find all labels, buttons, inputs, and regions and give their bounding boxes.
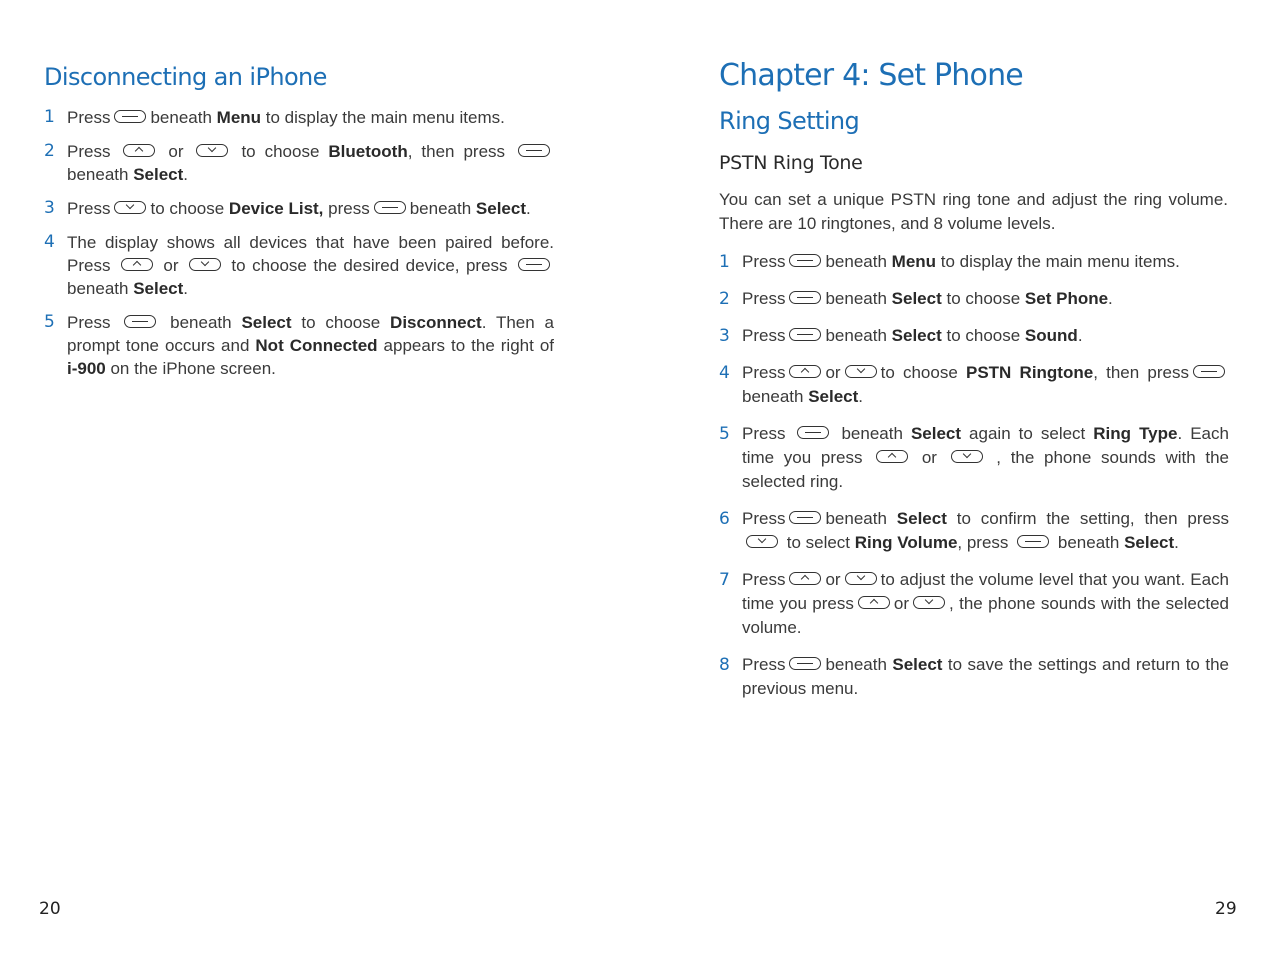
step-text: to confirm the setting, then press bbox=[946, 509, 1229, 528]
step-text: , then press bbox=[407, 142, 514, 161]
step-text: Press bbox=[742, 655, 786, 674]
step-item bbox=[44, 106, 554, 129]
step-text: beneath bbox=[160, 313, 242, 332]
step-text: or bbox=[156, 256, 185, 275]
step-number: 7 bbox=[719, 570, 730, 590]
step-text: appears to the right of bbox=[377, 336, 555, 355]
step-text: The display shows all devices that have been paired before. Press bbox=[67, 233, 554, 275]
step-item bbox=[719, 250, 1229, 274]
step-number: 4 bbox=[44, 232, 55, 252]
up-key-icon bbox=[121, 258, 153, 271]
menu-key-icon bbox=[1193, 365, 1225, 378]
step-text: beneath bbox=[742, 387, 809, 406]
bold-term: Select bbox=[1124, 533, 1175, 552]
bold-term: Ring Volume bbox=[854, 533, 958, 552]
step-number: 4 bbox=[719, 363, 730, 383]
bold-term: Select bbox=[808, 387, 859, 406]
menu-key-icon bbox=[789, 657, 821, 670]
step-text: Press bbox=[742, 289, 786, 308]
bold-term: Select bbox=[241, 313, 292, 332]
menu-key-icon bbox=[114, 110, 146, 123]
step-number: 2 bbox=[719, 289, 730, 309]
bold-term: Menu bbox=[216, 108, 262, 127]
step-text: press bbox=[323, 199, 370, 218]
step-text: . Each time you press bbox=[742, 424, 1229, 467]
step-text: Press bbox=[67, 313, 121, 332]
section-heading: Disconnecting an iPhone bbox=[44, 63, 327, 91]
page-number-left: 20 bbox=[39, 899, 61, 919]
bold-term: Not Connected bbox=[255, 336, 378, 355]
left-page bbox=[44, 0, 554, 954]
step-text: Press bbox=[742, 252, 786, 271]
step-text: beneath bbox=[825, 509, 897, 528]
menu-key-icon bbox=[789, 328, 821, 341]
step-text: . Then a prompt tone occurs and bbox=[67, 313, 554, 355]
step-text: or bbox=[159, 142, 193, 161]
step-text: Press bbox=[742, 509, 786, 528]
menu-key-icon bbox=[1017, 535, 1049, 548]
bold-term: Select bbox=[896, 509, 947, 528]
step-text: beneath bbox=[150, 108, 217, 127]
step-number: 1 bbox=[44, 107, 55, 127]
step-item bbox=[719, 507, 1229, 555]
bold-term: Device List, bbox=[228, 199, 324, 218]
bold-term: Select bbox=[892, 655, 943, 674]
step-text: or bbox=[825, 570, 841, 589]
step-number: 2 bbox=[44, 141, 55, 161]
step-number: 8 bbox=[719, 655, 730, 675]
bold-term: Select bbox=[475, 199, 526, 218]
bold-term: Disconnect bbox=[390, 313, 482, 332]
step-text: or bbox=[912, 448, 947, 467]
bold-term: Select bbox=[133, 279, 184, 298]
step-text: beneath bbox=[825, 326, 892, 345]
step-text: to choose bbox=[941, 326, 1025, 345]
step-text: . bbox=[526, 199, 531, 218]
step-text: again to select bbox=[961, 424, 1094, 443]
step-text: to select bbox=[782, 533, 855, 552]
down-key-icon bbox=[189, 258, 221, 271]
chapter-title: Chapter 4: Set Phone bbox=[719, 58, 1023, 93]
step-number: 3 bbox=[719, 326, 730, 346]
step-text: beneath bbox=[825, 289, 892, 308]
step-item bbox=[719, 361, 1229, 409]
step-item bbox=[719, 287, 1229, 311]
down-key-icon bbox=[951, 450, 983, 463]
step-text: to adjust the volume level that you want. Each time you press bbox=[742, 570, 1229, 613]
up-key-icon bbox=[858, 596, 890, 609]
bold-term: Select bbox=[891, 326, 942, 345]
step-item bbox=[44, 311, 554, 380]
bold-term: Ring Type bbox=[1093, 424, 1178, 443]
step-text: , the phone sounds with the selected volume. bbox=[742, 594, 1230, 637]
step-item bbox=[44, 140, 554, 186]
bold-term: Bluetooth bbox=[328, 142, 408, 161]
up-key-icon bbox=[789, 365, 821, 378]
menu-key-icon bbox=[797, 426, 829, 439]
menu-key-icon bbox=[789, 254, 821, 267]
step-text: to choose bbox=[941, 289, 1025, 308]
step-text: , press bbox=[957, 533, 1014, 552]
step-text: beneath bbox=[1053, 533, 1125, 552]
bold-term: Select bbox=[891, 289, 942, 308]
down-key-icon bbox=[845, 572, 877, 585]
right-page bbox=[719, 0, 1229, 954]
step-item bbox=[719, 422, 1229, 494]
step-text: on the iPhone screen. bbox=[105, 359, 276, 378]
bold-term: Sound bbox=[1024, 326, 1078, 345]
down-key-icon bbox=[845, 365, 877, 378]
step-text: beneath bbox=[825, 655, 893, 674]
step-text: , the phone sounds with the selected ring. bbox=[742, 448, 1230, 491]
step-text: Press bbox=[67, 142, 120, 161]
step-number: 3 bbox=[44, 198, 55, 218]
page-number-right: 29 bbox=[1215, 899, 1237, 919]
subsection-heading: PSTN Ring Tone bbox=[719, 152, 863, 174]
step-text: . bbox=[183, 165, 189, 184]
step-text: to display the main menu items. bbox=[261, 108, 505, 127]
step-text: beneath bbox=[833, 424, 911, 443]
up-key-icon bbox=[123, 144, 155, 157]
step-text: Press bbox=[742, 424, 794, 443]
menu-key-icon bbox=[789, 511, 821, 524]
step-text: Press bbox=[67, 199, 111, 218]
menu-key-icon bbox=[374, 201, 406, 214]
intro-paragraph: You can set a unique PSTN ring tone and adjust the ring volume. There are 10 ringtones, and 8 volume levels. bbox=[719, 190, 1228, 233]
step-text: Press bbox=[67, 108, 111, 127]
bold-term: Menu bbox=[891, 252, 937, 271]
step-number: 6 bbox=[719, 509, 730, 529]
down-key-icon bbox=[114, 201, 146, 214]
step-item bbox=[719, 653, 1229, 701]
menu-key-icon bbox=[789, 291, 821, 304]
step-text: or bbox=[825, 363, 841, 382]
step-item bbox=[44, 231, 554, 300]
step-number: 5 bbox=[719, 424, 730, 444]
step-text: to choose bbox=[150, 199, 229, 218]
step-text: . bbox=[1108, 289, 1113, 308]
up-key-icon bbox=[789, 572, 821, 585]
step-text: Press bbox=[742, 326, 786, 345]
step-number: 1 bbox=[719, 252, 730, 272]
step-number: 5 bbox=[44, 312, 55, 332]
step-text: . bbox=[1174, 533, 1179, 552]
menu-key-icon bbox=[518, 258, 550, 271]
step-text: , then press bbox=[1093, 363, 1189, 382]
section-heading: Ring Setting bbox=[719, 107, 860, 135]
bold-term: Set Phone bbox=[1024, 289, 1109, 308]
step-text: . bbox=[183, 279, 189, 298]
step-text: beneath bbox=[67, 165, 134, 184]
step-text: . bbox=[1077, 326, 1083, 345]
step-text: to choose bbox=[291, 313, 391, 332]
step-item bbox=[44, 197, 554, 220]
bold-term: PSTN Ringtone bbox=[966, 363, 1094, 382]
step-list bbox=[44, 106, 554, 391]
step-text: or bbox=[893, 594, 910, 613]
step-text: Press bbox=[742, 363, 786, 382]
step-text: to display the main menu items. bbox=[936, 252, 1180, 271]
up-key-icon bbox=[876, 450, 908, 463]
step-text: beneath bbox=[67, 279, 134, 298]
menu-key-icon bbox=[124, 315, 156, 328]
step-item bbox=[719, 324, 1229, 348]
menu-key-icon bbox=[518, 144, 550, 157]
down-key-icon bbox=[913, 596, 945, 609]
step-text: to choose bbox=[880, 363, 966, 382]
step-item bbox=[719, 568, 1229, 640]
step-text: to choose bbox=[232, 142, 329, 161]
down-key-icon bbox=[746, 535, 778, 548]
bold-term: i-900 bbox=[67, 359, 106, 378]
step-text: beneath bbox=[825, 252, 892, 271]
bold-term: Select bbox=[133, 165, 184, 184]
down-key-icon bbox=[196, 144, 228, 157]
bold-term: Select bbox=[910, 424, 962, 443]
step-list bbox=[719, 250, 1229, 714]
step-text: to choose the desired device, press bbox=[224, 256, 515, 275]
step-text: to save the settings and return to the previous menu. bbox=[742, 655, 1229, 698]
step-text: beneath bbox=[409, 199, 476, 218]
step-text: Press bbox=[742, 570, 786, 589]
step-text: . bbox=[858, 387, 864, 406]
